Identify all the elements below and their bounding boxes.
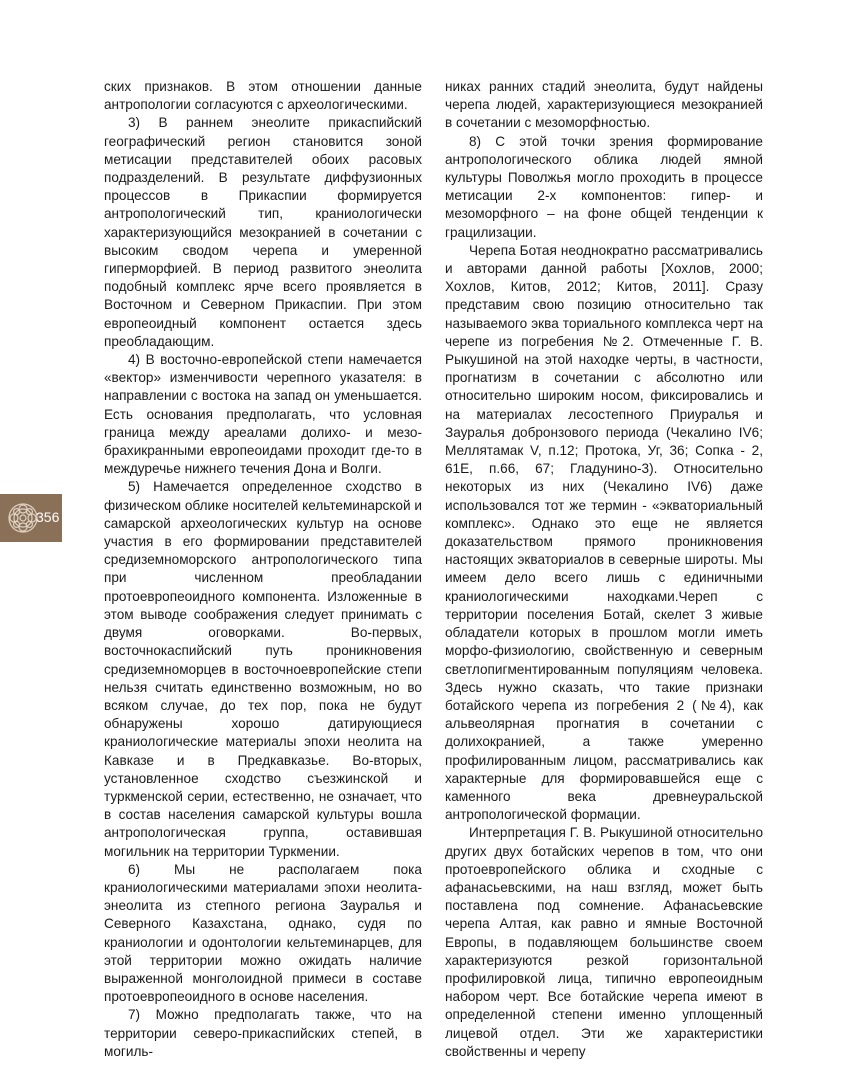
left-text-column	[104, 78, 422, 1061]
paragraph: 3) В раннем энеолите прикаспийский географический регион становится зоной метисации представителей обоих расовых подразделений. В результате диффузионных процессов в Прикаспии формируется антропологический тип, краниологически характеризующийся мезокранией в сочетании с высоким сводом черепа и умеренной гиперморфией. В период развитого энеолита подобный комплекс ярче всего проявляется в Восточном и Северном Прикаспии. При этом европеоидный компонент остается здесь преобладающим.	[104, 115, 422, 349]
paragraph: 5) Намечается определенное сходство в физическом облике носителей кельтеминарской и самарской археологических культур на основе участия в его формировании представителей средиземноморского антропологического типа при численном преобладании протоевропеоидного компонента. Изложенные в этом выводе соображения следует принимать с двумя оговорками. Во-первых, восточнокаспийский путь проникновения средиземноморцев в восточноевропейские степи нельзя считать единственно возможным, но во всяком случае, до тех пор, пока не будут обнаружены хорошо датирующиеся краниологические материалы эпохи неолита на Кавказе и в Предкавказье. Во-вторых, установленное сходство съезжинской и туркменской серии, естественно, не означает, что в состав населения самарской культуры вошла антропологическая группа, оставившая могильник на территории Туркмении.	[104, 479, 422, 859]
paragraph: 8) С этой точки зрения формирование антропологического облика людей ямной культуры Поволжья могло проходить в процессе метисации 2-х компонентов: гипер- и мезоморфного – на фоне общей тенденции к грацилизации.	[445, 133, 763, 240]
paragraph: Интерпретация Г. В. Рыкушиной относительно других двух ботайских черепов в том, что они протоевропейского облика и сходные с афанасьевскими, на наш взгляд, может быть поставлена под сомнение. Афанасьевские черепа Алтая, как равно и ямные Восточной Европы, в подавляющем большинстве своем характеризуются резкой горизонтальной профилировкой лица, типично европеоидным набором черт. Все ботайские черепа имеют в определенной степени именно уплощенный лицевой отдел. Эти же характеристики свойственны и черепу	[445, 825, 763, 1059]
paragraph: Черепа Ботая неоднократно рассматривались и авторами данной работы [Хохлов, 2000; Хохлов, Китов, 2012; Китов, 2011]. Сразу представим свою позицию относительно так называемого эква ториального комплекса черт на черепе из погребения №2. Отмеченные Г. В. Рыкушиной на этой находке черты, в частности, прогнатизм в сочетании с абсолютно или относительно широким носом, фиксировались и на материалах лесостепного Приуралья и Зауралья добронзового периода (Чекалино IV6; Меллятамак V, п.12; Протока, Уг, 36; Сопка - 2, 61Е, п.66, 67; Гладунино-3). Относительно некоторых из них (Чекалино IV6) даже использовался тот же термин - «экваториальный комплекс». Однако это еще не является доказательством прямого проникновения настоящих экваториалов в северные широты. Мы имеем дело всего лишь с единичными краниологическими находками.Череп с территории поселения Ботай, скелет 3 живые обладатели которых в прошлом могли иметь морфо-физиологию, свойственную и северным светлопигментированным популяциям человека. Здесь нужно сказать, что такие признаки ботайского черепа из погребения 2 (№4), как альвеолярная прогнатия в сочетании с долихокранией, а также умеренно профилированным лицом, рассматривались как характерные для формировавшейся еще с каменного века древнеуральской антропологической формации.	[445, 242, 763, 823]
paragraph: 4) В восточно-европейской степи намечается «вектор» изменчивости черепного указателя: в направлении с востока на запад он уменьшается. Есть основания предполагать, что условная граница между ареалами долихо- и мезо-брахикранными европеоидами проходит где-то в междуречье нижнего течения Дона и Волги.	[104, 352, 422, 477]
right-text-column	[445, 78, 763, 1061]
paragraph: 6) Мы не располагаем пока краниологическими материалами эпохи неолита-энеолита из степного региона Зауралья и Северного Казахстана, однако, судя по краниологии и одонтологии кельтеминарцев, для этой территории можно ожидать наличие выраженной монголоидной примеси в составе протоевропеоидного в основе населения.	[104, 861, 422, 1005]
page-number-badge	[0, 494, 62, 542]
paragraph: никах ранних стадий энеолита, будут найдены черепа людей, характеризующиеся мезокранией в сочетании с мезоморфностью.	[445, 79, 763, 131]
paragraph: ских признаков. В этом отношении данные антропологии согласуются с археологическими.	[104, 79, 422, 113]
page-number: 356	[36, 509, 60, 525]
paragraph: 7) Можно предполагать также, что на территории северо-прикаспийских степей, в могиль-	[104, 1007, 422, 1059]
